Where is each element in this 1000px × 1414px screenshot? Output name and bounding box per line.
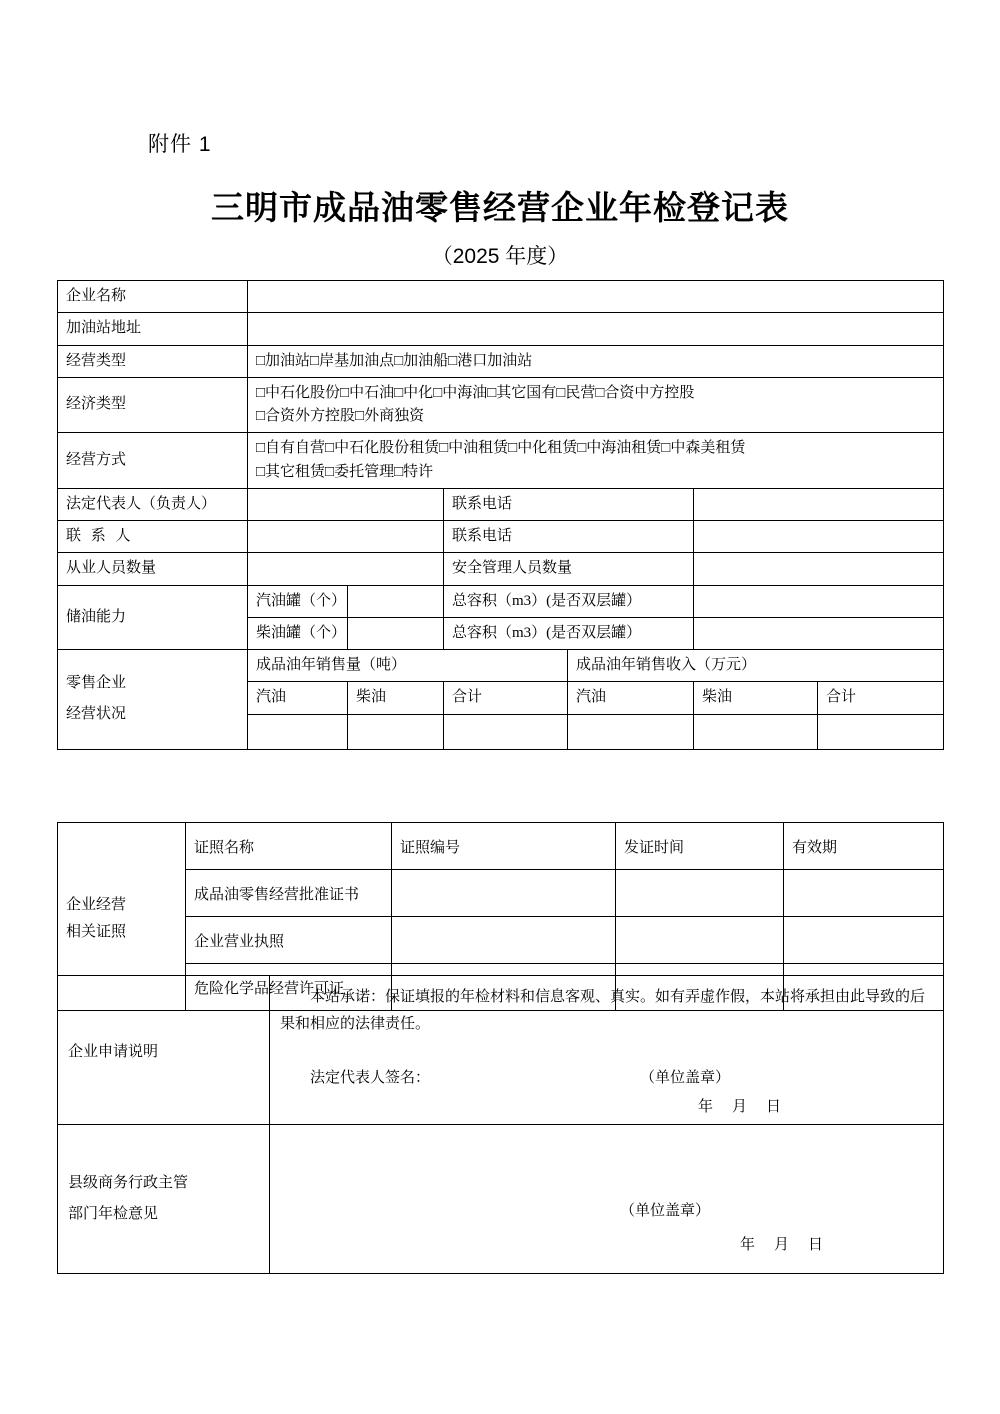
table-row: [58, 313, 944, 345]
operation-mode-label: 经营方式: [58, 433, 248, 489]
certificates-section-label-line-2: 相关证照: [66, 923, 127, 940]
diesel-total-volume-label: 总容积（m3）(是否双层罐）: [444, 617, 694, 649]
volume-gasoline-input[interactable]: [248, 714, 348, 749]
government-opinion-body[interactable]: [270, 1125, 944, 1274]
economy-type-options-line-2[interactable]: □合资外方控股□外商独资: [256, 408, 425, 424]
retail-status-label: [58, 650, 248, 750]
gasoline-tank-input[interactable]: [348, 585, 444, 617]
contact-phone-label: 联系电话: [444, 521, 694, 553]
storage-capacity-label: 储油能力: [58, 585, 248, 650]
certificate-name-3: 危险化学品经营许可证: [186, 964, 392, 1011]
certificate-issue-date-2[interactable]: [616, 917, 784, 964]
table-row: [58, 377, 944, 433]
revenue-gasoline-input[interactable]: [568, 714, 694, 749]
table-row: [58, 650, 944, 682]
declaration-label: 企业申请说明: [58, 976, 270, 1125]
table-row: [58, 917, 944, 964]
certificate-validity-1[interactable]: [784, 870, 944, 917]
company-seal-label: （单位盖章）: [640, 1070, 731, 1086]
volume-total-header: 合计: [444, 682, 568, 714]
government-date-label: 年 月 日: [739, 1237, 825, 1253]
main-form-table: [57, 280, 944, 750]
revenue-diesel-header: 柴油: [694, 682, 818, 714]
table-row: [58, 433, 944, 489]
safety-staff-count-label: 安全管理人员数量: [444, 553, 694, 585]
annual-sales-revenue-label: 成品油年销售收入（万元）: [568, 650, 944, 682]
government-opinion-label-line-2: 部门年检意见: [68, 1206, 159, 1222]
declaration-table: [57, 975, 944, 1274]
table-row: [58, 823, 944, 870]
company-name-input[interactable]: [248, 281, 944, 313]
certificate-issue-date-header: 发证时间: [616, 823, 784, 870]
table-row: [58, 345, 944, 377]
employee-count-input[interactable]: [248, 553, 444, 585]
company-name-label: 企业名称: [58, 281, 248, 313]
revenue-diesel-input[interactable]: [694, 714, 818, 749]
certificate-name-1: 成品油零售经营批准证书: [186, 870, 392, 917]
gasoline-total-volume-label: 总容积（m3）(是否双层罐）: [444, 585, 694, 617]
volume-diesel-header: 柴油: [348, 682, 444, 714]
operation-mode-options-line-1[interactable]: □自有自营□中石化股份租赁□中油租赁□中化租赁□中海油租赁□中森美租赁: [256, 440, 746, 457]
table-row: [58, 488, 944, 520]
contact-label: 联 系 人: [58, 521, 248, 553]
page-title: 三明市成品油零售经营企业年检登记表: [211, 189, 789, 226]
diesel-total-volume-input[interactable]: [694, 617, 944, 649]
certificate-name-header: 证照名称: [186, 823, 392, 870]
employee-count-label: 从业人员数量: [58, 553, 248, 585]
declaration-body: [270, 976, 944, 1125]
certificate-validity-2[interactable]: [784, 917, 944, 964]
operation-mode-options-line-2[interactable]: □其它租赁□委托管理□特许: [256, 463, 434, 480]
contact-input[interactable]: [248, 521, 444, 553]
certificate-name-2: 企业营业执照: [186, 917, 392, 964]
legal-rep-label: 法定代表人（负责人）: [58, 488, 248, 520]
declaration-text: 本站承诺：保证填报的年检材料和信息客观、真实。如有弄虚作假，本站将承担由此导致的后果和相应的法律责任。: [280, 989, 926, 1032]
volume-gasoline-header: 汽油: [248, 682, 348, 714]
government-seal-label: （单位盖章）: [620, 1203, 711, 1219]
table-row: [58, 281, 944, 313]
economy-type-label: 经济类型: [58, 377, 248, 433]
station-address-input[interactable]: [248, 313, 944, 345]
attachment-label: 附件 1: [148, 133, 212, 156]
contact-phone-input[interactable]: [694, 521, 944, 553]
economy-type-options-line-1[interactable]: □中石化股份□中石油□中化□中海油□其它国有□民营□合资中方控股: [256, 384, 695, 401]
certificate-number-header: 证照编号: [392, 823, 616, 870]
revenue-total-header: 合计: [818, 682, 944, 714]
safety-staff-count-input[interactable]: [694, 553, 944, 585]
certificates-section-label-line-1: 企业经营: [66, 896, 127, 913]
operation-mode-options[interactable]: [248, 433, 944, 489]
legal-rep-input[interactable]: [248, 488, 444, 520]
declaration-date-label: 年 月 日: [697, 1099, 783, 1115]
government-opinion-label-line-1: 县级商务行政主管: [68, 1174, 189, 1191]
certificate-number-2[interactable]: [392, 917, 616, 964]
table-row: [58, 1125, 944, 1274]
retail-status-label-line-2: 经营状况: [66, 706, 127, 723]
economy-type-options[interactable]: [248, 377, 944, 433]
certificate-validity-header: 有效期: [784, 823, 944, 870]
diesel-tank-input[interactable]: [348, 617, 444, 649]
legal-rep-phone-label: 联系电话: [444, 488, 694, 520]
gasoline-total-volume-input[interactable]: [694, 585, 944, 617]
table-row: [58, 585, 944, 617]
station-address-label: 加油站地址: [58, 313, 248, 345]
signature-label: 法定代表人签名：: [310, 1070, 431, 1086]
annual-sales-volume-label: 成品油年销售量（吨）: [248, 650, 568, 682]
table-row: [58, 521, 944, 553]
volume-total-input[interactable]: [444, 714, 568, 749]
business-type-options[interactable]: □加油站□岸基加油点□加油船□港口加油站: [248, 345, 944, 377]
volume-diesel-input[interactable]: [348, 714, 444, 749]
signature-row: [280, 1066, 933, 1087]
revenue-total-input[interactable]: [818, 714, 944, 749]
certificate-issue-date-1[interactable]: [616, 870, 784, 917]
gasoline-tank-label: 汽油罐（个）: [248, 585, 348, 617]
government-opinion-label: [58, 1125, 270, 1274]
legal-rep-phone-input[interactable]: [694, 488, 944, 520]
table-row: [58, 976, 944, 1125]
table-row: [58, 870, 944, 917]
table-row: [58, 553, 944, 585]
page-subtitle: （2025 年度）: [431, 245, 569, 268]
certificate-number-1[interactable]: [392, 870, 616, 917]
diesel-tank-label: 柴油罐（个）: [248, 617, 348, 649]
business-type-label: 经营类型: [58, 345, 248, 377]
retail-status-label-line-1: 零售企业: [66, 675, 127, 691]
revenue-gasoline-header: 汽油: [568, 682, 694, 714]
